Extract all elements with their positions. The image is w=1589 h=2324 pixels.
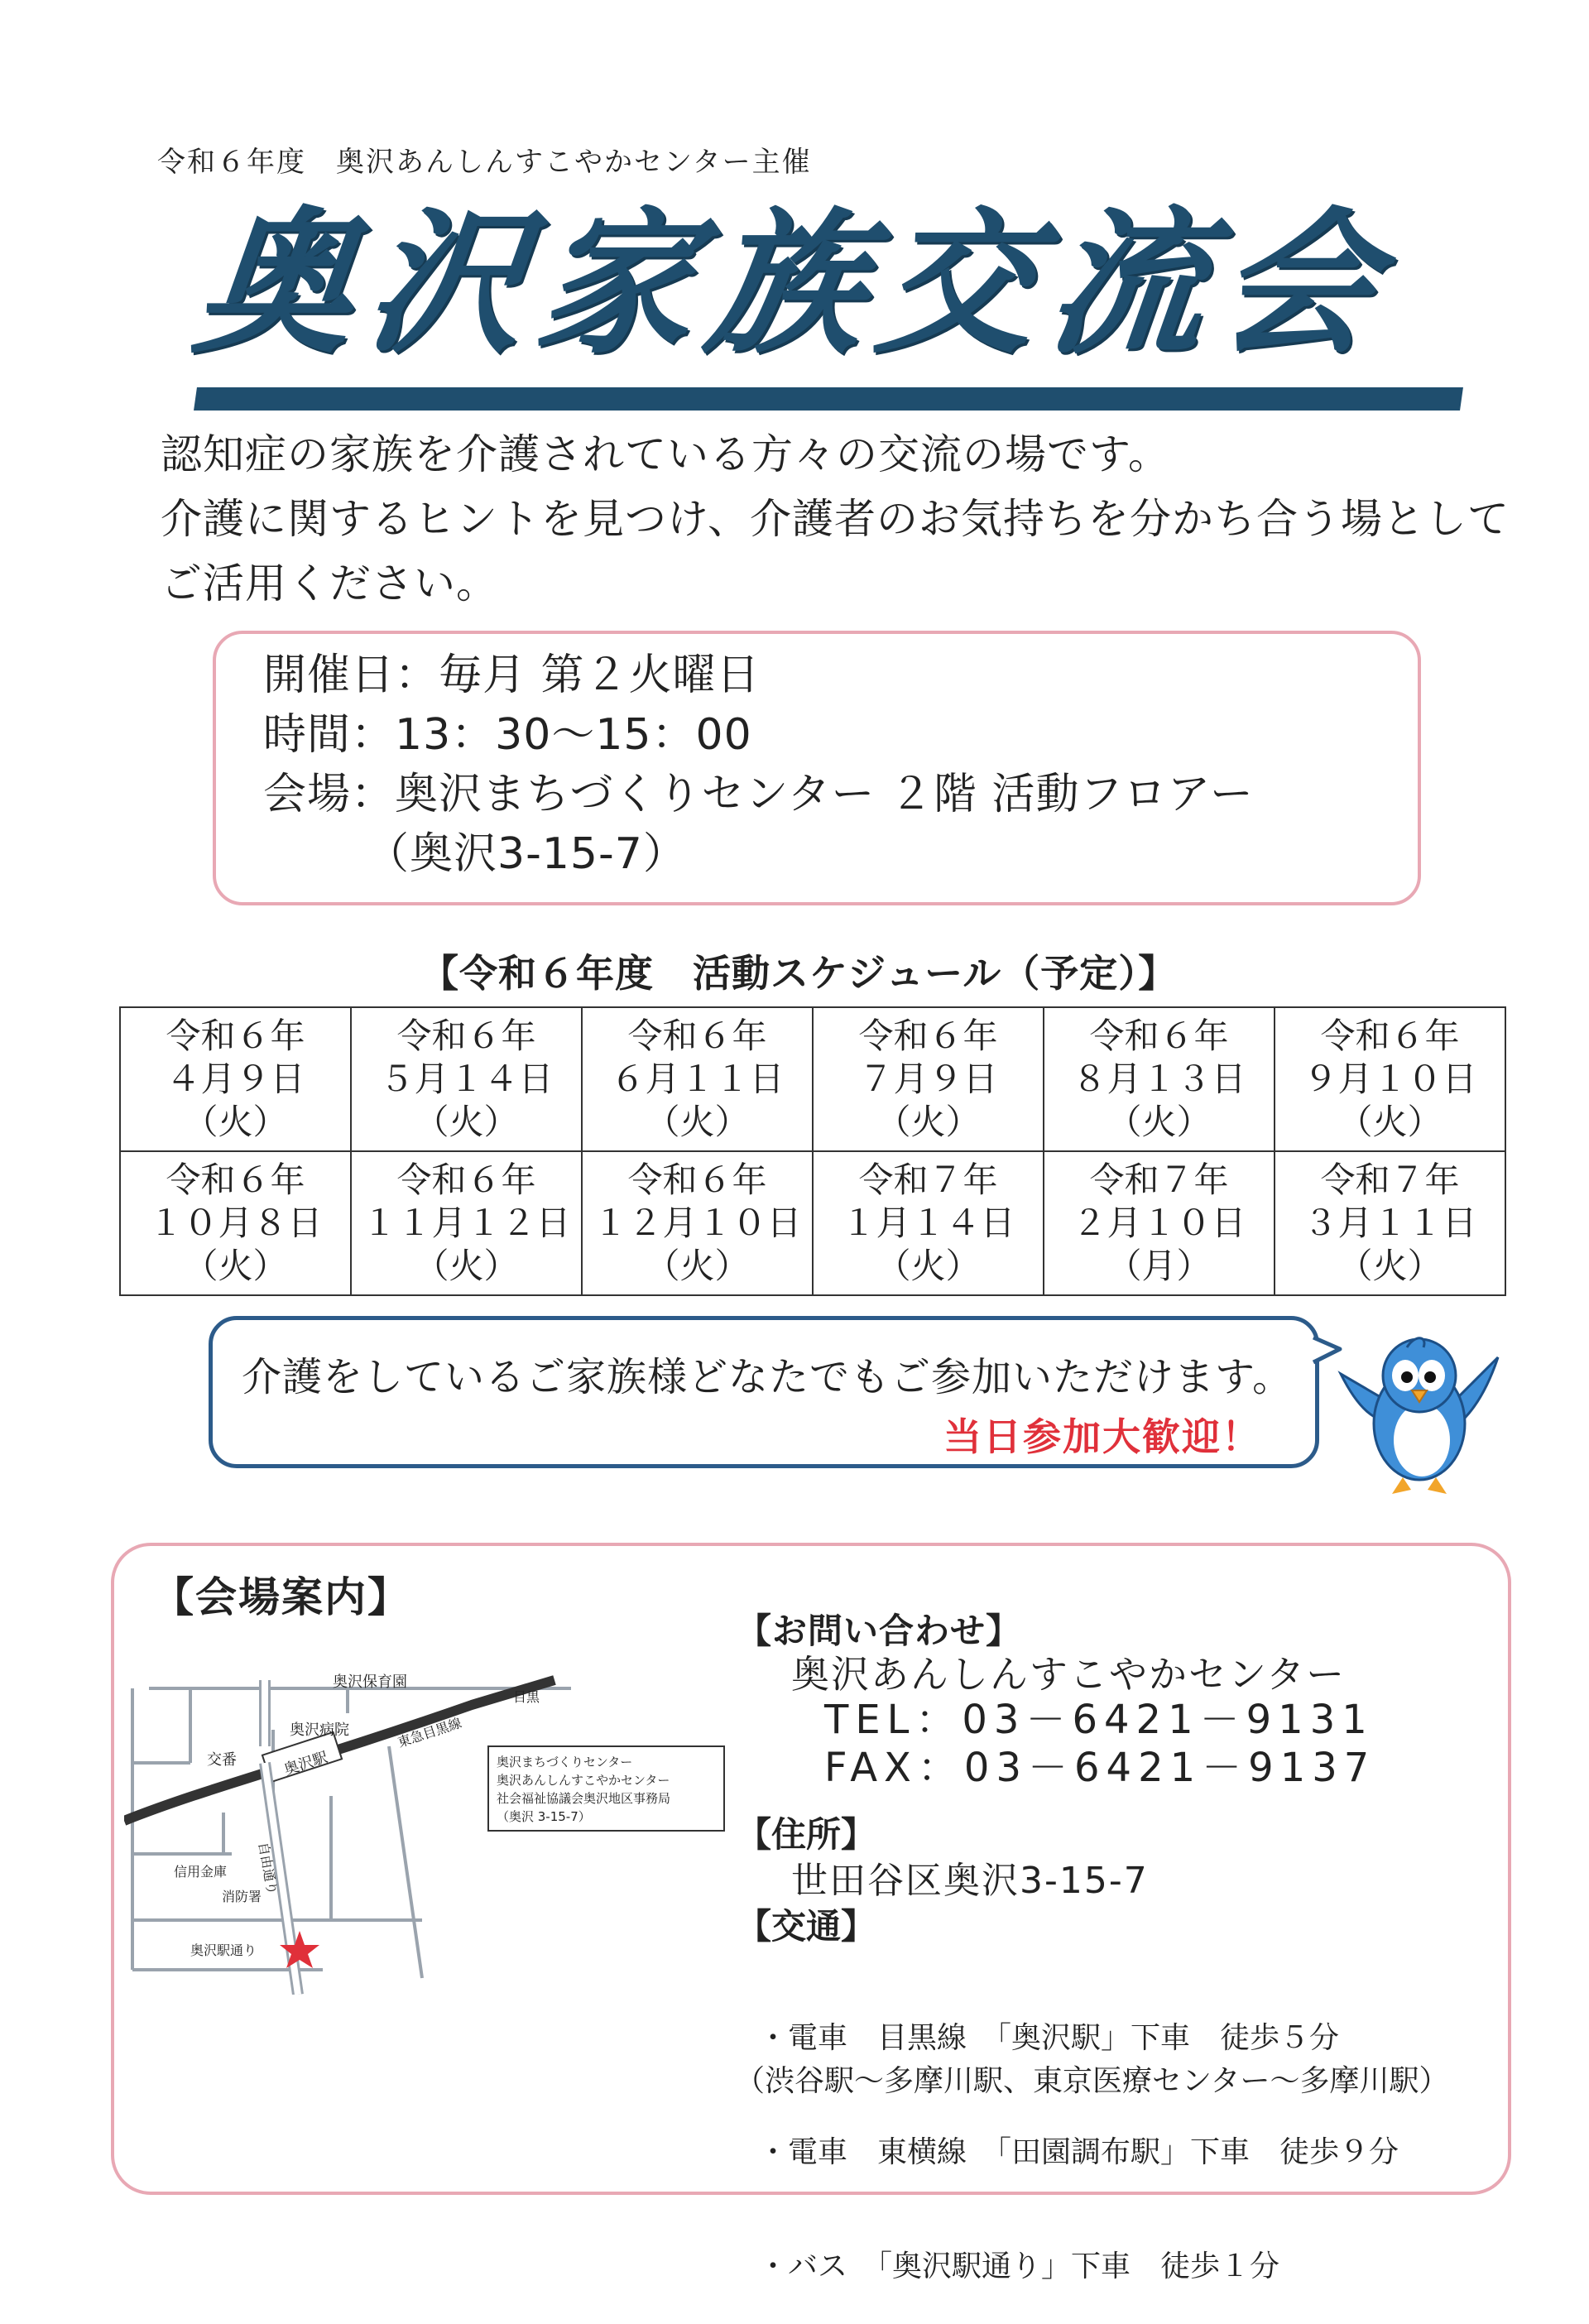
map-venue-line: 奥沢まちづくりセンター [497, 1755, 633, 1769]
schedule-cell [1275, 1151, 1505, 1295]
schedule-year: 令和７年 [1320, 1160, 1460, 1200]
traffic-item: ・電車 東横線 「田園調布駅」下車 徒歩９分 [758, 2135, 1399, 2169]
schedule-year: 令和６年 [166, 1160, 305, 1200]
bubble-message: 介護をしているご家族様どなたでもご参加いただけます。 [242, 1354, 1294, 1400]
traffic-item: ・電車 目黒線 「奥沢駅」下車 徒歩５分 [758, 2021, 1340, 2055]
event-venue: 会場：奥沢まちづくりセンター ２階 活動フロアー [263, 770, 1254, 819]
map-label-station: 奥沢駅 [281, 1748, 330, 1779]
map-label-bus-stop: 奥沢駅通り [190, 1942, 257, 1958]
schedule-weekday: （火） [876, 1246, 981, 1286]
map-label-police-box: 交番 [207, 1751, 237, 1769]
contact-block [737, 1610, 1375, 1792]
traffic-note: （渋谷駅～多摩川駅、東京医療センター～多摩川駅） [735, 2064, 1449, 2098]
schedule-cell [351, 1151, 582, 1295]
schedule-cell [120, 1151, 351, 1295]
schedule-row [120, 1151, 1505, 1295]
schedule-row [120, 1007, 1505, 1151]
event-venue-address: （奥沢3-15-7） [366, 829, 687, 879]
schedule-date: １０月８日 [148, 1203, 323, 1243]
schedule-year: 令和７年 [858, 1160, 998, 1200]
map-label-fire-station: 消防署 [222, 1889, 262, 1904]
schedule-year: 令和６年 [627, 1016, 767, 1056]
schedule-weekday: （火） [645, 1102, 750, 1142]
schedule-year: 令和６年 [396, 1160, 536, 1200]
schedule-date: ９月１０日 [1303, 1059, 1477, 1099]
event-time: 時間：13：30～15：00 [263, 710, 752, 760]
schedule-date: １２月１０日 [593, 1203, 802, 1243]
access-title: 【会場案内】 [152, 1573, 410, 1621]
schedule-weekday: （火） [183, 1102, 288, 1142]
schedule-date: １１月１２日 [362, 1203, 571, 1243]
schedule-date: １月１４日 [841, 1203, 1015, 1243]
schedule-cell [1044, 1007, 1275, 1151]
page-title: 奥沢家族交流会 [187, 194, 1400, 375]
schedule-year: 令和７年 [1089, 1160, 1229, 1200]
schedule-date: ８月１３日 [1072, 1059, 1246, 1099]
schedule-weekday: （火） [1337, 1102, 1443, 1142]
traffic-item: ・バス 「奥沢駅通り」下車 徒歩１分 [758, 2250, 1280, 2283]
schedule-date: ２月１０日 [1072, 1203, 1246, 1243]
schedule-year: 令和６年 [627, 1160, 767, 1200]
title-underline-bar [194, 387, 1463, 411]
map-venue-line: 奥沢あんしんすこやかセンター [497, 1773, 670, 1788]
map-label-jiyu-dori: 自由通り [255, 1841, 281, 1896]
schedule-weekday: （火） [414, 1102, 519, 1142]
schedule-year: 令和６年 [858, 1016, 998, 1056]
welcome-text: 当日参加大歓迎！ [943, 1414, 1261, 1459]
schedule-cell [813, 1007, 1044, 1151]
schedule-date: ３月１１日 [1303, 1203, 1477, 1243]
schedule-cell [351, 1007, 582, 1151]
traffic-heading: 【交通】 [737, 1906, 876, 1947]
fax-number: FAX：03－6421－9137 [824, 1745, 1376, 1791]
venue-map [124, 1664, 737, 1995]
map-label-nursery: 奥沢保育園 [333, 1673, 407, 1691]
schedule-weekday: （火） [645, 1246, 750, 1286]
map-label-credit-union: 信用金庫 [174, 1864, 228, 1880]
traffic-list [758, 1943, 1399, 2324]
schedule-cell [582, 1151, 813, 1295]
map-venue-line: 社会福祉協議会奥沢地区事務局 [497, 1791, 671, 1806]
schedule-year: 令和６年 [1089, 1016, 1229, 1056]
schedule-date: ７月９日 [858, 1059, 998, 1099]
schedule-cell [1044, 1151, 1275, 1295]
schedule-date: ５月１４日 [379, 1059, 554, 1099]
address: 世田谷区奥沢3-15-7 [791, 1860, 1149, 1902]
map-label-hospital: 奥沢病院 [290, 1721, 349, 1739]
schedule-year: 令和６年 [1320, 1016, 1460, 1056]
intro-line: 認知症の家族を介護されている方々の交流の場です。 [161, 430, 1170, 478]
map-venue-line: （奥沢 3-15-7） [497, 1809, 591, 1824]
schedule-cell [582, 1007, 813, 1151]
schedule-weekday: （月） [1107, 1246, 1212, 1286]
schedule-title: 【令和６年度 活動スケジュール（予定）】 [420, 951, 1178, 996]
bird-mascot-icon [1324, 1324, 1515, 1506]
schedule-cell [1275, 1007, 1505, 1151]
schedule-weekday: （火） [876, 1102, 981, 1142]
event-info [263, 646, 1254, 884]
map-label-line: 東急目黒線 [396, 1715, 464, 1750]
schedule-weekday: （火） [183, 1246, 288, 1286]
intro-line: 介護に関するヒントを見つけ、介護者のお気持ちを分かち合う場として [161, 495, 1510, 543]
schedule-year: 令和６年 [166, 1016, 305, 1056]
map-label-meguro: 目黒 [513, 1689, 540, 1705]
organizer-line: 令和６年度 奥沢あんしんすこやかセンター主催 [157, 146, 812, 179]
tel-number: TEL：03－6421－9131 [824, 1697, 1374, 1743]
address-heading: 【住所】 [737, 1814, 876, 1855]
schedule-date: ４月９日 [166, 1059, 305, 1099]
center-name: 奥沢あんしんすこやかセンター [791, 1652, 1347, 1697]
event-date: 開催日：毎月 第２火曜日 [263, 651, 761, 700]
schedule-cell [813, 1151, 1044, 1295]
schedule-date: ６月１１日 [610, 1059, 785, 1099]
intro-text [161, 422, 1510, 616]
contact-heading: 【お問い合わせ】 [737, 1611, 1022, 1651]
schedule-weekday: （火） [414, 1246, 519, 1286]
schedule-weekday: （火） [1337, 1246, 1443, 1286]
intro-line: ご活用ください。 [161, 559, 498, 607]
schedule-weekday: （火） [1107, 1102, 1212, 1142]
schedule-table [119, 1006, 1506, 1296]
schedule-cell [120, 1007, 351, 1151]
schedule-year: 令和６年 [396, 1016, 536, 1056]
